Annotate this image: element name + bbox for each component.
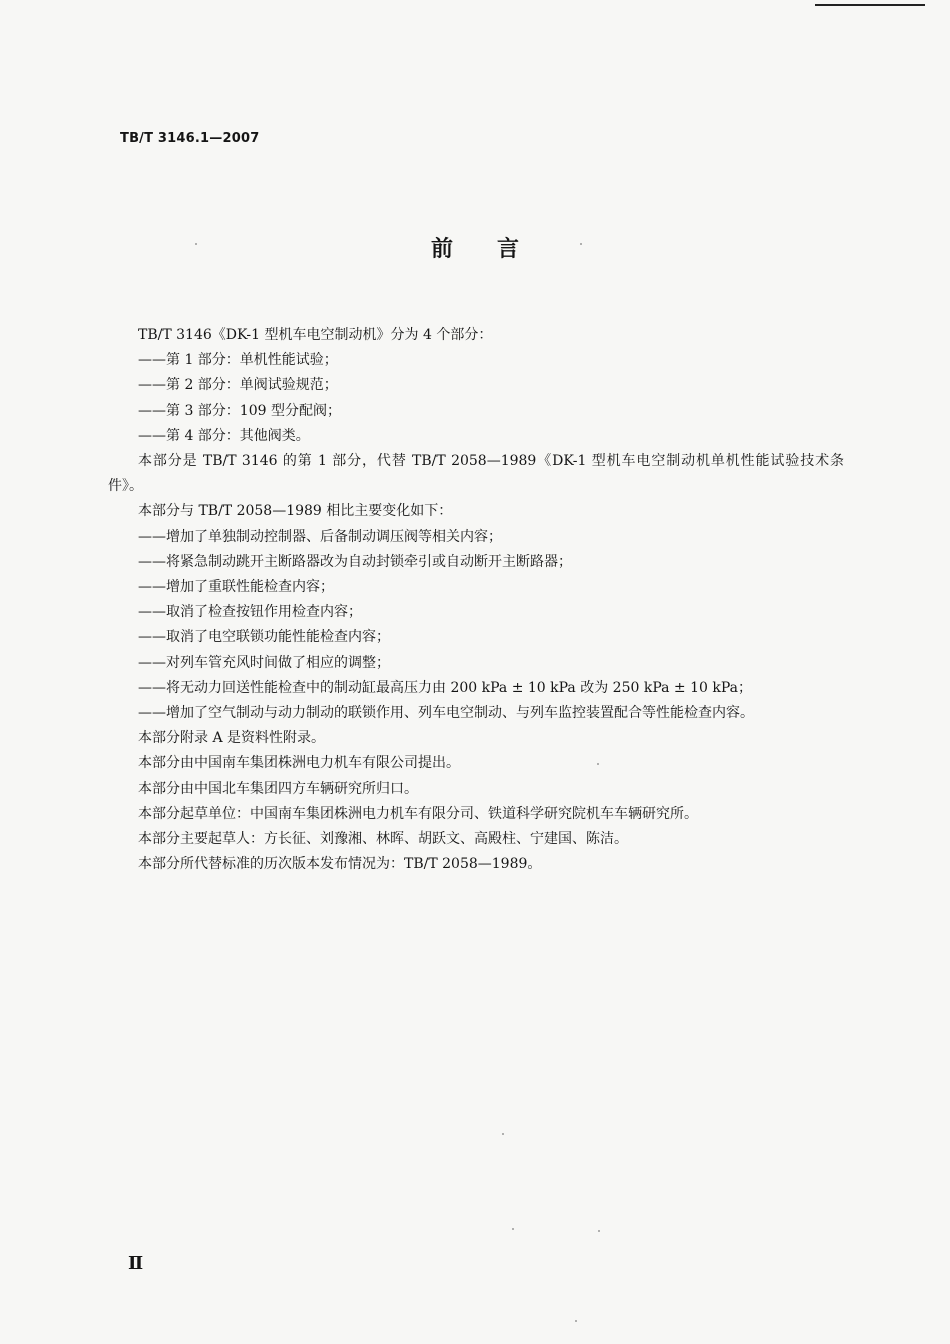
paragraph: 本部分所代替标准的历次版本发布情况为：TB/T 2058—1989。 bbox=[138, 856, 542, 873]
paragraph: 本部分附录 A 是资料性附录。 bbox=[138, 730, 326, 747]
paragraph: 本部分与 TB/T 2058—1989 相比主要变化如下： bbox=[138, 503, 453, 520]
scan-speck bbox=[597, 763, 599, 765]
list-item: ——取消了检查按钮作用检查内容； bbox=[138, 604, 362, 621]
paragraph: 本部分由中国北车集团四方车辆研究所归口。 bbox=[138, 780, 418, 797]
scan-speck bbox=[195, 243, 197, 245]
list-item: ——取消了电空联锁功能性能检查内容； bbox=[138, 629, 390, 646]
list-item: ——第 1 部分：单机性能试验； bbox=[138, 352, 338, 369]
list-item: ——第 3 部分：109 型分配阀； bbox=[138, 402, 341, 419]
scan-speck bbox=[502, 1133, 504, 1135]
list-item: ——增加了重联性能检查内容； bbox=[138, 579, 334, 596]
list-item: ——将无动力回送性能检查中的制动缸最高压力由 200 kPa ± 10 kPa 改为 250 kPa ± 10 kPa； bbox=[138, 679, 752, 696]
scan-speck bbox=[575, 1320, 577, 1322]
list-item: ——第 4 部分：其他阀类。 bbox=[138, 427, 310, 444]
paragraph: 本部分主要起草人：方长征、刘豫湘、林晖、胡跃文、高殿柱、宁建国、陈洁。 bbox=[138, 831, 628, 848]
top-rule bbox=[815, 4, 925, 6]
paragraph: TB/T 3146《DK-1 型机车电空制动机》分为 4 个部分： bbox=[138, 327, 493, 343]
paragraph: 本部分起草单位：中国南车集团株洲电力机车有限分司、铁道科学研究院机车车辆研究所。 bbox=[138, 805, 698, 822]
list-item: ——对列车管充风时间做了相应的调整； bbox=[138, 654, 390, 671]
list-item: ——增加了单独制动控制器、后备制动调压阀等相关内容； bbox=[138, 528, 502, 545]
standard-number: TB/T 3146.1—2007 bbox=[120, 131, 260, 146]
scan-speck bbox=[580, 243, 582, 245]
page-number: Ⅱ bbox=[128, 1253, 144, 1274]
list-item: ——将紧急制动跳开主断路器改为自动封锁牵引或自动断开主断路器； bbox=[138, 553, 572, 570]
paragraph: 本部分由中国南车集团株洲电力机车有限公司提出。 bbox=[138, 755, 460, 772]
list-item: ——增加了空气制动与动力制动的联锁作用、列车电空制动、与列车监控装置配合等性能检查内容。 bbox=[138, 705, 754, 722]
page-title: 前言 bbox=[430, 237, 563, 262]
scan-speck bbox=[512, 1228, 514, 1230]
foreword-body bbox=[108, 323, 844, 877]
list-item: ——第 2 部分：单阀试验规范； bbox=[138, 377, 338, 394]
scan-speck bbox=[598, 1230, 600, 1232]
paragraph: 本部分是 TB/T 3146 的第 1 部分，代替 TB/T 2058—1989《DK-1 型机车电空制动机单机性能试验技术条件》。 bbox=[108, 453, 844, 495]
